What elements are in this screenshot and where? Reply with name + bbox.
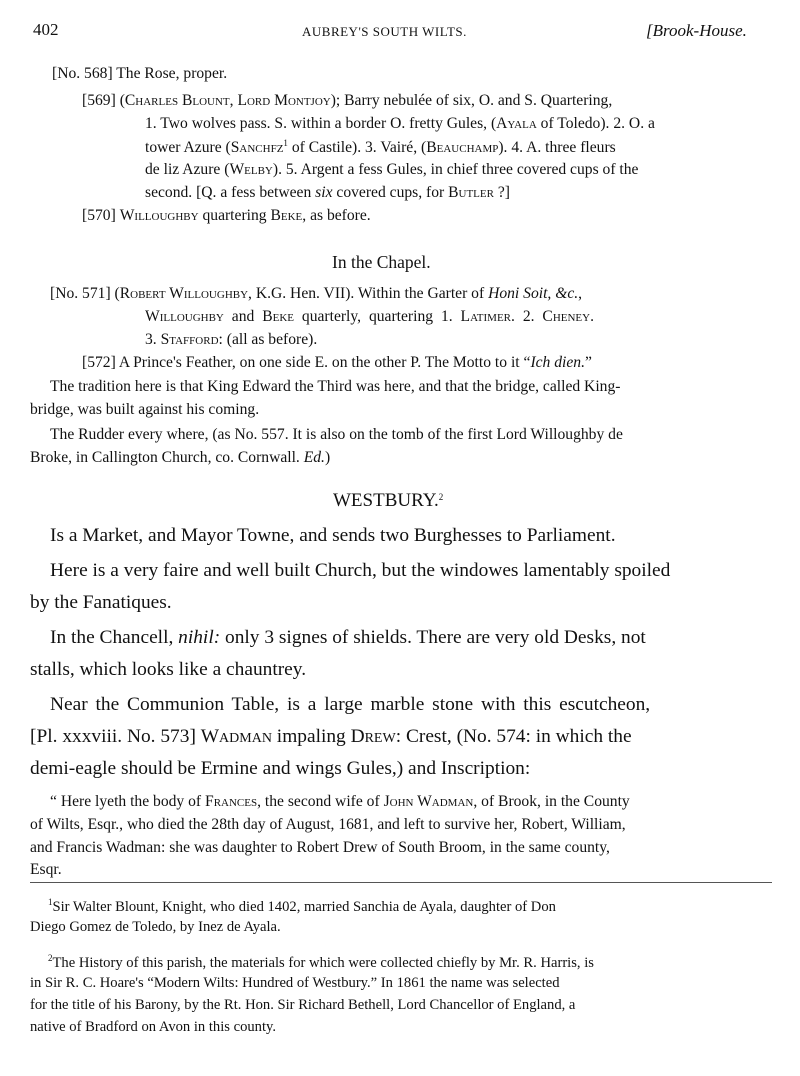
text: : Crest, (No. 574: in which the — [395, 726, 632, 747]
name-smallcaps: John Wadman — [383, 793, 474, 810]
entry-ref: [570] — [82, 207, 116, 224]
running-title: AUBREY'S SOUTH WILTS. — [302, 24, 467, 39]
text: , — [578, 285, 583, 302]
page-number: 402 — [33, 20, 59, 39]
text: covered cups, for — [332, 184, 449, 201]
footnote-2-line3: for the title of his Barony, by the Rt. Hon. Sir Richard Bethell, Lord Chancellor of England, a — [30, 997, 576, 1013]
text: Sir Walter Blount, Knight, who died 1402, married Sanchia de Ayala, daughter of Don — [52, 899, 556, 915]
name-smallcaps: Charles Blount, Lord Montjoy — [124, 92, 331, 109]
text: second. [Q. a fess between — [145, 184, 316, 201]
text: The History of this parish, the materials for which were collected chiefly by Mr. R. Harris, is — [52, 955, 594, 971]
text: , of Brook, in the County — [473, 793, 630, 810]
name-smallcaps: Willoughby — [119, 207, 199, 224]
text: ); Barry nebulée of six, O. and S. Quartering, — [330, 92, 613, 109]
name-smallcaps: Beke — [270, 207, 303, 224]
inscription-line3: and Francis Wadman: she was daughter to Robert Drew of South Broom, in the same county, — [30, 839, 610, 856]
name-smallcaps: Latimer. — [460, 308, 515, 325]
entry-571-line2 — [145, 308, 594, 326]
text: ( — [114, 285, 120, 302]
text: : (all as before). — [218, 331, 318, 348]
tradition-line2: bridge, was built against his coming. — [30, 401, 260, 418]
name-smallcaps: Beke — [262, 308, 294, 325]
entry-ref: [569] — [82, 92, 116, 109]
entry-text: The Rose, proper. — [116, 65, 228, 82]
heading-text: WESTBURY. — [333, 490, 439, 511]
name-smallcaps: Drew — [350, 726, 396, 747]
footnote-1-line1 — [48, 897, 556, 916]
editor-mark: Ed. — [303, 449, 325, 466]
name-smallcaps: Ayala — [496, 115, 537, 132]
text: , K.G. Hen. VII). Within the Garter of — [248, 285, 489, 302]
text: 2. — [514, 308, 543, 325]
italic-text: six — [315, 184, 333, 201]
footnote-2-line1 — [48, 953, 594, 972]
entry-571-line3 — [145, 331, 317, 349]
text: ) — [324, 449, 331, 466]
footnote-2-line2: in Sir R. C. Hoare's “Modern Wilts: Hundred of Westbury.” In 1861 the name was selected — [30, 975, 560, 991]
entry-569-line5 — [145, 184, 510, 202]
westbury-p4-line2 — [30, 726, 632, 748]
name-smallcaps: Robert Willoughby — [119, 285, 249, 302]
section-heading-chapel: In the Chapel. — [332, 252, 431, 272]
text: impaling — [271, 726, 351, 747]
text: of Castile). 3. Vairé, ( — [287, 139, 427, 156]
text: quarterly, quartering 1. — [294, 308, 461, 325]
westbury-p4-line1: Near the Communion Table, is a large marble stone with this escutcheon, — [50, 694, 651, 715]
name-smallcaps: Frances — [205, 793, 258, 810]
inscription-line1 — [50, 793, 630, 811]
entry-569-line2 — [145, 115, 655, 133]
footnote-divider — [30, 882, 772, 883]
name-smallcaps: Sanchfz — [230, 139, 284, 156]
text: ?] — [493, 184, 510, 201]
text: In the Chancell, — [50, 627, 179, 648]
entry-ref: [No. 568] — [52, 65, 113, 82]
entry-ref: [No. 571] — [50, 285, 111, 302]
text: ). 5. Argent a fess Gules, in chief three covered cups of the — [272, 161, 639, 178]
entry-569-line3 — [145, 138, 616, 157]
westbury-p3-line1 — [50, 627, 646, 649]
entry-570 — [82, 207, 371, 225]
entry-572 — [82, 354, 592, 372]
text: [Pl. xxxviii. No. 573] — [30, 726, 201, 747]
entry-ref: [572] — [82, 354, 116, 371]
footnote-ref-1[interactable]: 1 — [283, 138, 288, 148]
text: only 3 signes of shields. There are very old Desks, not — [220, 627, 646, 648]
entry-569-line1 — [82, 92, 768, 110]
text: , as before. — [302, 207, 371, 224]
westbury-p2-line1: Here is a very faire and well built Church, but the windowes lamentably spoiled — [50, 560, 671, 581]
footnote-1-line2: Diego Gomez de Toledo, by Inez de Ayala. — [30, 919, 281, 935]
name-smallcaps: Cheney. — [542, 308, 594, 325]
name-smallcaps: Stafford — [160, 331, 219, 348]
entry-568 — [52, 65, 227, 83]
footnote-2-line4: native of Bradford on Avon in this county. — [30, 1019, 277, 1035]
italic-text: Honi Soit, &c. — [488, 285, 579, 302]
footnote-mark: 2 — [48, 953, 53, 963]
westbury-p4-line3: demi-eagle should be Ermine and wings Gules,) and Inscription: — [30, 758, 531, 779]
text: Broke, in Callington Church, co. Cornwall. — [30, 449, 304, 466]
rudder-line2 — [30, 449, 330, 467]
section-heading-westbury — [333, 490, 443, 512]
name-smallcaps: Wadman — [200, 726, 272, 747]
text: ( — [119, 92, 125, 109]
text: and — [223, 308, 263, 325]
inscription-line2: of Wilts, Esqr., who died the 28th day of August, 1681, and left to survive her, Robert, William, — [30, 816, 626, 833]
westbury-p3-line2: stalls, which looks like a chauntrey. — [30, 659, 307, 680]
text: 3. — [145, 331, 161, 348]
footnote-mark: 1 — [48, 897, 53, 907]
entry-569-line4 — [145, 161, 638, 179]
text: A Prince's Feather, on one side E. on the other P. The Motto to it “ — [118, 354, 531, 371]
text: ). 4. A. three fleurs — [498, 139, 616, 156]
name-smallcaps: Beauchamp — [426, 139, 499, 156]
inscription-line4: Esqr. — [30, 861, 62, 878]
name-smallcaps: Willoughby — [145, 308, 224, 325]
text: 1. Two wolves pass. S. within a border O. fretty Gules, ( — [145, 115, 497, 132]
footnote-ref-2[interactable]: 2 — [438, 492, 444, 502]
name-smallcaps: Butler — [448, 184, 494, 201]
rudder-line1: The Rudder every where, (as No. 557. It is also on the tomb of the first Lord Willoughby de — [50, 426, 623, 443]
tradition-line1: The tradition here is that King Edward the Third was here, and that the bridge, called King- — [50, 378, 621, 395]
section-marker: [Brook-House. — [646, 21, 747, 40]
text: quartering — [198, 207, 271, 224]
westbury-p2-line2: by the Fanatiques. — [30, 592, 172, 613]
text: , the second wife of — [257, 793, 384, 810]
text: “ Here lyeth the body of — [50, 793, 206, 810]
westbury-p1: Is a Market, and Mayor Towne, and sends two Burghesses to Parliament. — [50, 525, 616, 546]
text: ” — [585, 354, 592, 371]
text: de liz Azure ( — [145, 161, 230, 178]
name-smallcaps: Welby — [229, 161, 273, 178]
text: tower Azure ( — [145, 139, 231, 156]
entry-571-line1 — [50, 285, 582, 303]
text: of Toledo). 2. O. a — [536, 115, 655, 132]
italic-text: nihil: — [178, 627, 221, 648]
motto: Ich dien. — [530, 354, 585, 371]
